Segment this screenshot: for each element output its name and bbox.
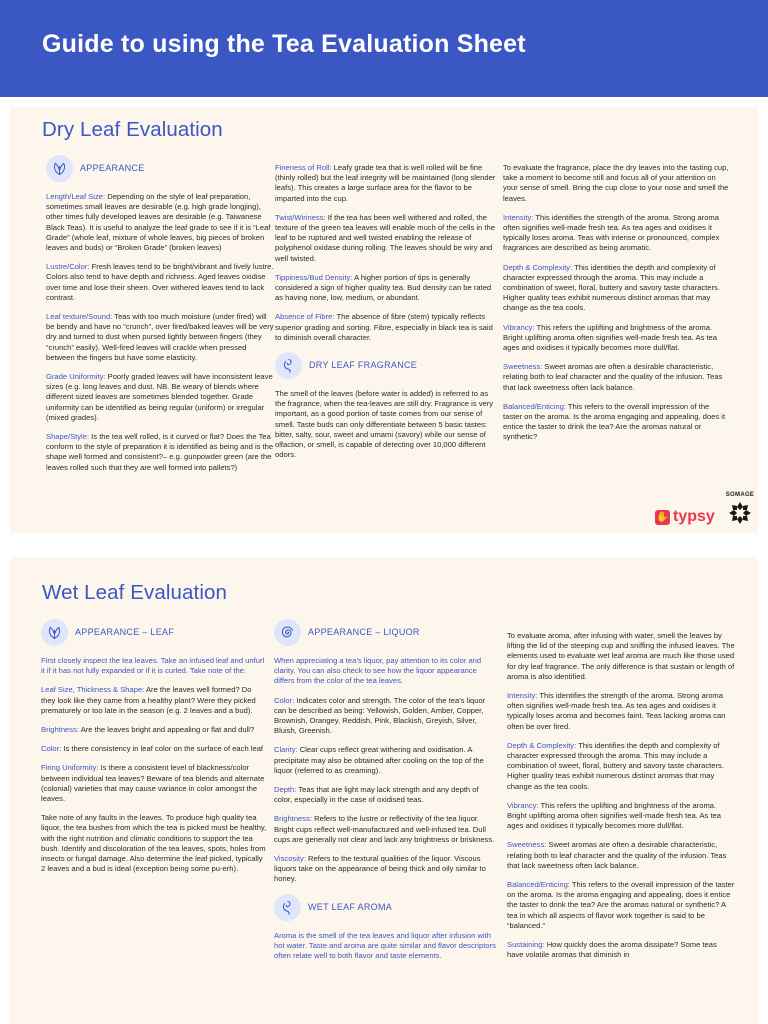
wet-leaf-item: Firing Uniformity: Is there a consistent level of blackness/color between individual tea leaves? Beware of tea blends and alternate (colonial) varieties that may cause variance in color amongst the leaves.: [41, 763, 265, 804]
dry-appearance-item: Lustre/Color: Fresh leaves tend to be bright/vibrant and lively lustre. Colors also tend to have depth and richness. Aged leaves oxidise over time and lose their sheen. Over withered leaves tend to lack contrast.: [46, 262, 274, 302]
fragrance-icon: [275, 352, 302, 379]
wet-appearance-leaf-heading: [41, 619, 267, 646]
dry-fragrance-item: Depth & Complexity: This identities the depth and complexity of character expressed through the aroma. This may include a combination of sweet, floral, buttery and savory taste characters. Higher quality teas exhibit numerous distinct aromas that may change as the tea cools.: [503, 262, 720, 313]
wet-aroma-intro: To evaluate aroma, after infusing with water, smell the leaves by lifting the lid of the steeping cup and sniffing the infused leaves. The elements used to evaluate wet leaf aroma are much like those used for dry leaf fragrance. The only difference is that sustain or length of aroma is also identified.: [507, 631, 735, 681]
wet-liquor-item: Color: Indicates color and strength. The color of the tea’s liquor can be described as being: Yellowish, Golden, Amber, Copper, Brownish, Orangey, Reddish, Pink, Blackish, Greyish, Silver, Bluish, Greenish.: [274, 695, 486, 736]
dry-column-2: [275, 163, 500, 469]
dry-fragrance-item: Vibrancy: This refers the uplifting and brightness of the aroma. Bright uplifting aroma often signifies well-made fresh tea. As tea ages and oxidises it typically becomes more dull/flat.: [503, 322, 718, 353]
dry-fragrance-item: Sweetness: Sweet aromas are often a desirable characteristic, relating both to leaf character and the quality of the infusion. Teas that lack sweetness often lack balance.: [503, 362, 723, 392]
dry-column-1: [46, 155, 274, 482]
leaf-icon: [41, 619, 68, 646]
wet-appearance-leaf-label: APPEARANCE – LEAF: [75, 627, 175, 638]
wet-leaf-section: [10, 557, 758, 1024]
wet-liquor-intro: When appreciating a tea’s liquor, pay attention to its color and clarity. You can also check to see how the liquor appearance differs from the color of the tea leaves.: [274, 656, 482, 686]
logo-area: [655, 490, 755, 530]
page-title: Guide to using the Tea Evaluation Sheet: [42, 30, 526, 58]
wet-column-3: [507, 631, 735, 969]
wet-column-2: [274, 619, 496, 970]
wet-aroma-item: Sustaining: How quickly does the aroma dissipate? Some teas have volatile aromas that diminish in: [507, 940, 717, 960]
wet-aroma-item: Intensity: This identifies the strength of the aroma. Strong aroma often signifies well-made fresh tea. As tea ages and oxidises it typically loses aroma and becomes faint. Teas lacking aroma can often be over fired.: [507, 691, 726, 731]
dry-appearance-item: Tippiness/Bud Density: A higher portion of tips is generally considered a sign of higher quality tea. Bud density can be rated as having none, low, medium, or abundant.: [275, 272, 492, 303]
dry-appearance-heading: [46, 155, 274, 182]
dry-appearance-item: Grade Uniformity: Poorly graded leaves will have inconsistent leave sizes (e.g. long leaves and dust. NB. Be weary of blends where different sized leaves are sometimes blended together. Grade uniformity can be identified as being regular (uniform) or irregular (mixed grades).: [46, 372, 273, 422]
wet-liquor-item: Clarity: Clear cups reflect great withering and oxidisation. A precipitate may also be obtained after cooling on the top of the liquor (referred to as creaming).: [274, 745, 484, 775]
wet-leaf-item: Brightness: Are the leaves bright and appealing or flat and dull?: [41, 725, 255, 735]
wet-aroma-heading: [274, 894, 496, 921]
somage-emblem-icon: [728, 501, 752, 525]
aroma-icon: [274, 894, 301, 921]
wet-column-1: [41, 619, 267, 883]
wet-aroma-item: Sweetness: Sweet aromas are often a desirable characteristic, relating both to leaf character and the quality of the infusion. Teas that lack sweetness often lack balance.: [507, 840, 727, 870]
dry-appearance-item: Fineness of Roll: Leafy grade tea that is well rolled will be fine (thinly rolled) but the leaf integrity will be maintained (long slender leafs). This creates a large surface area for the flavor to be imparted into the cup.: [275, 163, 496, 203]
wet-aroma-label: WET LEAF AROMA: [308, 902, 393, 913]
wet-aroma-item: Balanced/Enticing: This refers to the overall impression of the taster on the aroma. Is the aroma engaging and appealing, does it entice the taster to drink the tea? Are the aromas natural or synthetic? A tea in which all aspects of flavor work together is said to be “balanced.”: [507, 880, 735, 930]
liquor-swirl-icon: [274, 619, 301, 646]
wet-liquor-item: Depth: Teas that are light may lack strength and any depth of color, especially in the case of oxidised teas.: [274, 785, 479, 805]
dry-fragrance-label: DRY LEAF FRAGRANCE: [309, 360, 418, 371]
wet-aroma-item: Depth & Complexity: This identifies the depth and complexity of character expressed through the aroma. This may include a combination of sweet, floral, buttery and savory taste characters. Higher quality teas exhibit numerous distinct aromas that may change as the tea cools.: [507, 740, 724, 791]
typsy-hand-icon: ✋: [656, 511, 669, 523]
dry-appearance-item: Length/Leaf Size: Depending on the style of leaf preparation, sometimes small leaves are desirable (e.g. high grade longjing), other times fully developed leaves are desirable (e.g. Taiwanese Black Teas). It is useful to analyze the leaf grade to see if it is “Leaf Grade” (whole leaf, mixture of whole leaves, big pieces of broken leaves and buds) or “Broken Grade” (broken leaves): [46, 192, 271, 253]
wet-liquor-item: Viscosity: Refers to the textural qualities of the liquor. Viscous liquors take on the appearance of being thick and oily similar to honey.: [274, 854, 486, 884]
dry-leaf-section: [10, 107, 758, 533]
dry-appearance-label: APPEARANCE: [80, 163, 145, 174]
dry-fragrance-item: Intensity: This identifies the strength of the aroma. Strong aroma often signifies well-made fresh tea. As tea ages and oxidises it typically loses aroma. Teas with intense or pronounced, complex fragrances are described as being aromatic.: [503, 212, 720, 253]
wet-leaf-item: Color: Is there consistency in leaf color on the surface of each leaf: [41, 744, 264, 754]
dry-fragrance-intro: To evaluate the fragrance, place the dry leaves into the tasting cup, take a moment to become still and focus all of your attention on your sense of smell. Bring the cup close to your nose and smell the leaves.: [503, 163, 729, 203]
wet-aroma-item: Vibrancy: This refers the uplifting and brightness of the aroma. Bright uplifting aroma often signifies well-made fresh tea. As tea ages and oxidises it typically becomes more dull/flat.: [507, 800, 722, 831]
wet-appearance-liquor-heading: [274, 619, 496, 646]
dry-fragrance-item: Balanced/Enticing: This refers to the overall impression of the taster on the aroma. Is the aroma engaging and appealing, does it entice the taster to drink the tea? Are the aromas natural or synthetic?: [503, 401, 726, 442]
dry-leaf-title: Dry Leaf Evaluation: [42, 118, 223, 141]
dry-appearance-item: Absence of Fibre: The absence of fibre (stem) typically reflects superior grading and sorting. Fibre, especially in black tea is said to diminish overall character.: [275, 312, 493, 342]
dry-appearance-item: Twist/Wiriness: If the tea has been well withered and rolled, the texture of the green tea leaves will enable much of the cells in the leaf to be ruptured and well twisted enabling the release of polyphenol oxidase during rolling. The leaves should be wiry and well twisted.: [275, 212, 495, 263]
wet-appearance-liquor-label: APPEARANCE – LIQUOR: [308, 627, 420, 638]
wet-liquor-item: Brightness: Refers to the lustre or reflectivity of the tea liquor. Bright cups reflect well-manufactured and well-infused tea. Dull cups are generally not clear and lack any brightness or briskness.: [274, 814, 495, 844]
wet-leaf-intro: First closely inspect the tea leaves. Take an infused leaf and unfurl it if it has not fully expanded or if it is curled. Take note of the:: [41, 656, 265, 676]
wet-leaf-title: Wet Leaf Evaluation: [42, 581, 227, 604]
wet-leaf-outro: Take note of any faults in the leaves. To produce high quality tea liquor, the tea bushes from which the tea is picked must be healthy, with the right nutrition and climatic conditions to support the tea bush. Identify and discoloration of the tea leaves, spots, holes from insects or fungal damage. Also determine the leaf picked, typically 2 leaves and a bud is ideal (exception being some pu-erh).: [41, 813, 267, 874]
dry-fragrance-text: The smell of the leaves (before water is added) is referred to as the fragrance, when the tea-leaves are still dry. Fragrance is very important, as a good portion of taste comes from our sense of smell. Taste buds can only differentiate between 5 basic tastes: bitter, salty, sour, sweet and umami (savory) while our sense of olfaction, or smell, is capable of detecting over 10,000 different odors.: [275, 389, 494, 460]
wet-aroma-text: Aroma is the smell of the tea leaves and liquor after infusion with hot water. Taste and aroma are quite similar and flavor descriptors often relate well to both flavor and taste elements.: [274, 930, 496, 961]
dry-appearance-item: Shape/Style: Is the tea well rolled, is it curved or flat? Does the Tea conform to the style of preparation it is identified as being and is the shape well formed and consistent?– e.g. gunpowder green (are the leaves rolled such that they are well formed into pallets?): [46, 432, 274, 472]
typsy-logo: ✋ typsy: [656, 508, 715, 525]
dry-fragrance-heading: [275, 352, 500, 379]
dry-column-3: [503, 163, 730, 452]
leaf-icon: [46, 155, 73, 182]
dry-appearance-item: Leaf texture/Sound: Teas with too much moisture (under fired) will be bendy and have no “crunch”, over fired/baked leaves will be very dry and turned to dust when pursed lightly between fingers (they “crunch” easily). Well-fired leaves will crackle when pressed between the fingers but have some elasticity.: [46, 312, 274, 362]
page-header: [0, 0, 768, 97]
somage-logo: SOMAGE: [721, 492, 759, 530]
wet-leaf-item: Leaf Size, Thickness & Shape: Are the leaves well formed? Do they look like they came from a healthy plant? Were they picked prematurely or too late in the season (e.g. 2 leaves and a bud).: [41, 685, 256, 715]
